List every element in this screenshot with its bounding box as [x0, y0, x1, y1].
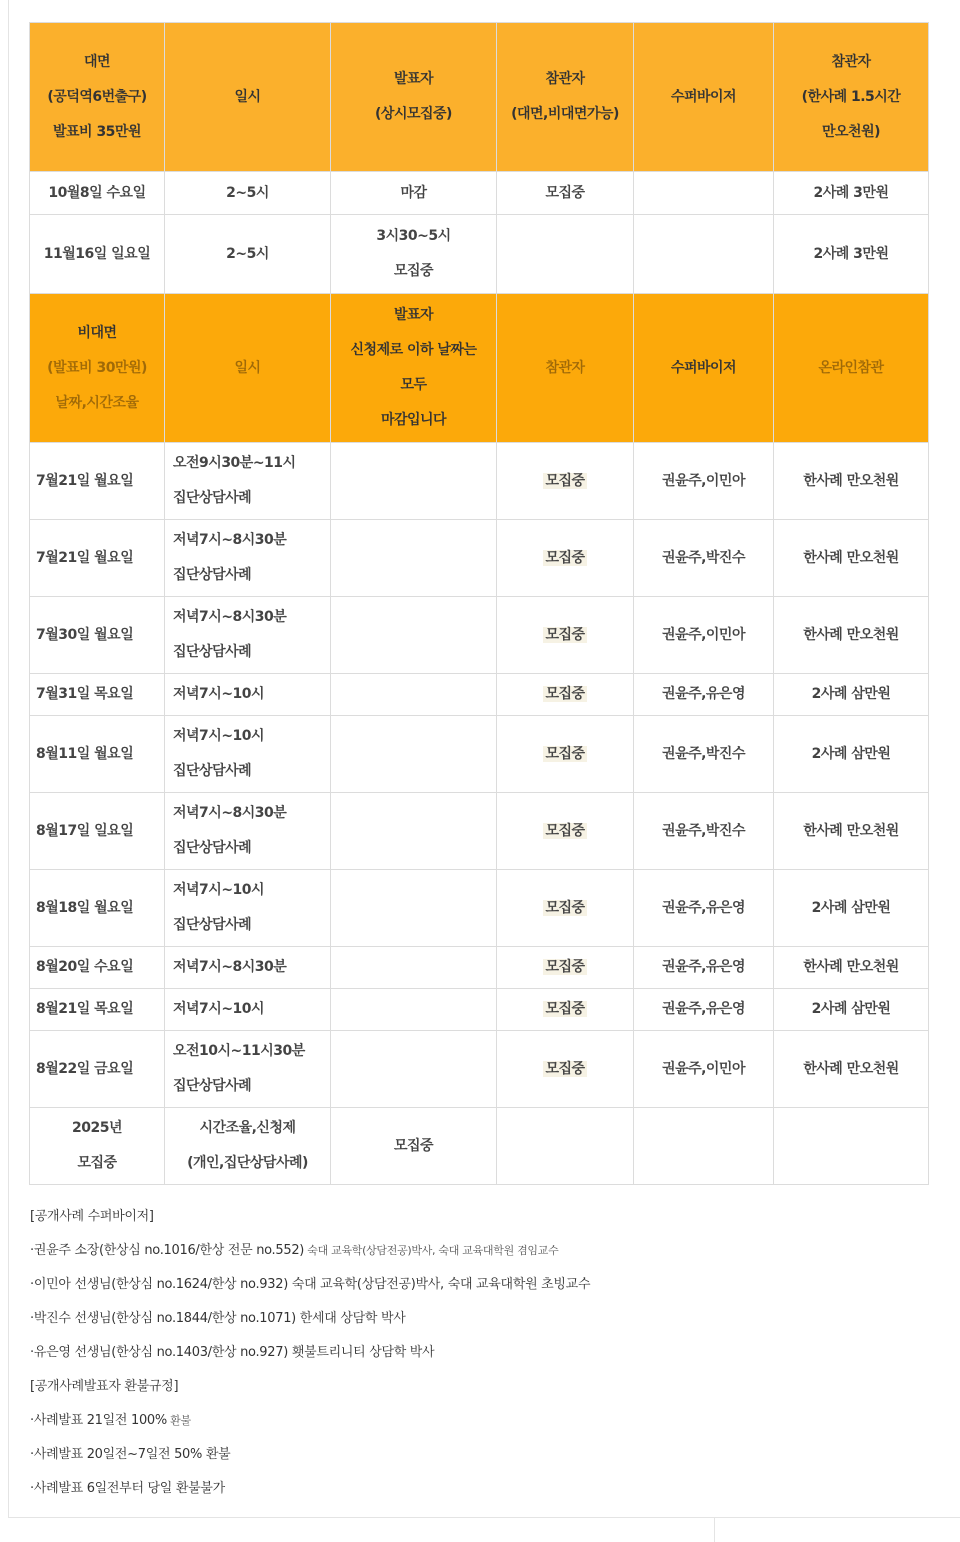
- refund-note: [30, 1438, 930, 1472]
- date-cell: 10월8일 수요일: [30, 172, 165, 215]
- observer-cell: [497, 716, 634, 793]
- fee-cell: 한사례 만오천원: [774, 1031, 929, 1108]
- presenter-line: 3시30~5시: [376, 228, 451, 244]
- fee-cell: 2사례 삼만원: [774, 674, 929, 716]
- table-row: [30, 1031, 929, 1108]
- date-cell: 7월21일 월요일: [30, 443, 165, 520]
- table-row: [30, 870, 929, 947]
- empty-cell: [497, 1108, 634, 1185]
- divider: [714, 1518, 715, 1542]
- status-badge: 모집중: [545, 959, 585, 975]
- header-line: 참관자: [545, 71, 585, 87]
- supervisor-cell: 권윤주,이민아: [634, 597, 774, 674]
- year-line: 모집중: [77, 1155, 117, 1171]
- time-cell: [165, 870, 331, 947]
- header-line: 발표자: [393, 71, 434, 87]
- status-badge: 모집중: [545, 472, 585, 489]
- presenter-cell: [331, 443, 497, 520]
- supervisor-cell: [634, 172, 774, 215]
- fee-cell: 2사례 삼만원: [774, 716, 929, 793]
- observer-fee-cell: 2사례 3만원: [774, 172, 929, 215]
- time-line: 오전10시~11시30분: [173, 1043, 305, 1059]
- date-cell: 8월11일 월요일: [30, 716, 165, 793]
- table-row: [30, 443, 929, 520]
- observer-cell: [497, 1031, 634, 1108]
- time-line: 시간조율,신청제: [199, 1120, 296, 1136]
- presenter-cell: [331, 1031, 497, 1108]
- time-line: 저녁7시~10시: [173, 1001, 265, 1017]
- supervisors-title: [공개사례 수퍼바이저]: [30, 1209, 154, 1224]
- time-line: 집단상담사례: [173, 567, 252, 583]
- time-cell: [165, 443, 331, 520]
- time-cell: [165, 716, 331, 793]
- offline-header-col4: [497, 23, 634, 172]
- online-header-row: [30, 294, 929, 443]
- offline-header-col2: 일시: [165, 23, 331, 172]
- time-line: (개인,집단상담사례): [187, 1155, 308, 1171]
- empty-cell: [774, 1108, 929, 1185]
- online-header-col5: 수퍼바이저: [634, 294, 774, 443]
- supervisor-cell: 권윤주,박진수: [634, 520, 774, 597]
- supervisor-note: [30, 1336, 930, 1370]
- status-badge: 모집중: [545, 626, 585, 643]
- presenter-cell: [331, 793, 497, 870]
- date-cell: 7월30일 월요일: [30, 597, 165, 674]
- offline-header-col5: 수퍼바이저: [634, 23, 774, 172]
- time-line: 집단상담사례: [173, 644, 252, 660]
- presenter-cell: [331, 520, 497, 597]
- observer-cell: [497, 947, 634, 989]
- header-line: (공덕역6번출구): [47, 88, 147, 105]
- observer-cell: [497, 989, 634, 1031]
- date-cell: 8월20일 수요일: [30, 947, 165, 989]
- observer-cell: [497, 793, 634, 870]
- presenter-cell: [331, 947, 497, 989]
- supervisor-note-text: ·이민아 선생님(한상심 no.1624/한상 no.932) 숙대 교육학(상담전공)박사, 숙대 교육대학원 초빙교수: [30, 1277, 591, 1292]
- online-header-col6: 온라인참관: [774, 294, 929, 443]
- time-cell: 2~5시: [165, 215, 331, 294]
- table-row: [30, 215, 929, 294]
- fee-cell: 한사례 만오천원: [774, 597, 929, 674]
- header-line: 신청제로 이하 날짜는: [350, 342, 477, 358]
- header-line: (한사례 1.5시간: [801, 88, 901, 105]
- fee-cell: 한사례 만오천원: [774, 520, 929, 597]
- observer-cell: [497, 674, 634, 716]
- header-line: 비대면: [77, 324, 117, 341]
- presenter-cell: 모집중: [331, 1108, 497, 1185]
- table-row: [30, 716, 929, 793]
- refund-note: [30, 1472, 930, 1506]
- date-cell: 11월16일 일요일: [30, 215, 165, 294]
- date-cell: 8월18일 월요일: [30, 870, 165, 947]
- time-line: 저녁7시~8시30분: [173, 805, 287, 821]
- offline-header-col3: [331, 23, 497, 172]
- time-cell: [165, 793, 331, 870]
- time-line: 집단상담사례: [173, 490, 252, 506]
- fee-cell: 2사례 삼만원: [774, 989, 929, 1031]
- supervisor-cell: 권윤주,유은영: [634, 947, 774, 989]
- refund-note-subtext: 환불: [166, 1414, 191, 1427]
- date-cell: 8월17일 일요일: [30, 793, 165, 870]
- time-line: 집단상담사례: [173, 1078, 252, 1094]
- fee-cell: 한사례 만오천원: [774, 947, 929, 989]
- header-line: (발표비 30만원): [47, 359, 147, 376]
- refund-note-text: ·사례발표 20일전~7일전 50% 환불: [30, 1447, 231, 1462]
- empty-cell: [634, 1108, 774, 1185]
- supervisor-note-text: ·유은영 선생님(한상심 no.1403/한상 no.927) 횃불트리니티 상담학 박사: [30, 1345, 435, 1360]
- presenter-cell: [331, 870, 497, 947]
- time-line: 집단상담사례: [173, 763, 252, 779]
- date-cell: 8월21일 목요일: [30, 989, 165, 1031]
- date-cell: 7월21일 월요일: [30, 520, 165, 597]
- supervisor-note: [30, 1268, 930, 1302]
- offline-header-row: [30, 23, 929, 172]
- date-cell: 8월22일 금요일: [30, 1031, 165, 1108]
- time-line: 저녁7시~10시: [173, 882, 265, 898]
- time-cell: 2~5시: [165, 172, 331, 215]
- refund-note-text: ·사례발표 6일전부터 당일 환불불가: [30, 1481, 225, 1496]
- time-cell: [165, 674, 331, 716]
- time-line: 저녁7시~10시: [173, 686, 265, 702]
- time-cell: [165, 1031, 331, 1108]
- presenter-cell: [331, 716, 497, 793]
- supervisor-cell: 권윤주,유은영: [634, 674, 774, 716]
- supervisor-note-text: ·박진수 선생님(한상심 no.1844/한상 no.1071) 한세대 상담학 박사: [30, 1311, 406, 1326]
- time-line: 저녁7시~8시30분: [173, 959, 287, 975]
- observer-fee-cell: 2사례 3만원: [774, 215, 929, 294]
- observer-cell: [497, 597, 634, 674]
- status-badge: 모집중: [545, 549, 585, 566]
- table-row: [30, 989, 929, 1031]
- online-header-col3: [331, 294, 497, 443]
- table-row: [30, 793, 929, 870]
- schedule-table: [29, 22, 929, 1185]
- time-cell: [165, 597, 331, 674]
- time-cell: [165, 520, 331, 597]
- supervisor-note-subtext: 숙대 교육학(상담전공)박사, 숙대 교육대학원 겸임교수: [304, 1244, 559, 1257]
- table-row: [30, 597, 929, 674]
- fee-cell: 2사례 삼만원: [774, 870, 929, 947]
- supervisor-cell: 권윤주,이민아: [634, 443, 774, 520]
- supervisor-note: [30, 1302, 930, 1336]
- presenter-cell: 마감: [331, 172, 497, 215]
- fee-cell: 한사례 만오천원: [774, 443, 929, 520]
- status-badge: 모집중: [545, 822, 585, 839]
- supervisor-cell: 권윤주,유은영: [634, 870, 774, 947]
- table-row: [30, 1108, 929, 1185]
- year-line: 2025년: [72, 1120, 122, 1136]
- header-line: 참관자: [831, 53, 871, 70]
- observer-cell: [497, 215, 634, 294]
- offline-header-col6: [774, 23, 929, 172]
- time-line: 오전9시30분~11시: [173, 455, 296, 471]
- notes-section: [30, 1200, 930, 1506]
- table-row: [30, 172, 929, 215]
- online-header-col2: 일시: [165, 294, 331, 443]
- time-line: 저녁7시~8시30분: [173, 532, 287, 548]
- time-cell: [165, 989, 331, 1031]
- fee-cell: 한사례 만오천원: [774, 793, 929, 870]
- offline-header-col1: [30, 23, 165, 172]
- table-row: [30, 520, 929, 597]
- presenter-cell: [331, 674, 497, 716]
- supervisor-note-text: ·권윤주 소장(한상심 no.1016/한상 전문 no.552): [30, 1243, 305, 1258]
- supervisor-cell: 권윤주,박진수: [634, 716, 774, 793]
- observer-cell: [497, 870, 634, 947]
- time-line: 저녁7시~10시: [173, 728, 265, 744]
- presenter-cell: [331, 989, 497, 1031]
- presenter-line: 모집중: [393, 263, 434, 279]
- header-line: (대면,비대면가능): [511, 106, 619, 122]
- status-badge: 모집중: [545, 1001, 585, 1017]
- time-line: 저녁7시~8시30분: [173, 609, 287, 625]
- header-line: 발표자: [393, 307, 434, 323]
- time-line: 집단상담사례: [173, 840, 252, 856]
- supervisor-cell: 권윤주,이민아: [634, 1031, 774, 1108]
- header-line: 마감입니다: [380, 412, 447, 428]
- status-badge: 모집중: [545, 1060, 585, 1077]
- supervisor-cell: 권윤주,유은영: [634, 989, 774, 1031]
- time-cell: [165, 947, 331, 989]
- observer-cell: [497, 520, 634, 597]
- refund-title: [공개사례발표자 환불규정]: [30, 1379, 179, 1394]
- header-line: 만오천원): [822, 123, 880, 140]
- date-cell: 7월31일 목요일: [30, 674, 165, 716]
- status-badge: 모집중: [545, 686, 585, 702]
- header-line: (상시모집중): [375, 106, 452, 122]
- header-line: 모두: [400, 377, 427, 393]
- supervisor-cell: [634, 215, 774, 294]
- presenter-cell: [331, 597, 497, 674]
- supervisor-note: [30, 1234, 930, 1268]
- time-line: 집단상담사례: [173, 917, 252, 933]
- presenter-cell: [331, 215, 497, 294]
- header-line: 대면: [83, 53, 111, 70]
- online-header-col1: [30, 294, 165, 443]
- year-cell: [30, 1108, 165, 1185]
- refund-note: [30, 1404, 930, 1438]
- time-cell: [165, 1108, 331, 1185]
- refund-note-text: ·사례발표 21일전 100%: [30, 1413, 167, 1428]
- observer-cell: [497, 443, 634, 520]
- table-row: [30, 674, 929, 716]
- observer-cell: 모집중: [497, 172, 634, 215]
- header-line: 발표비 35만원: [53, 123, 141, 140]
- status-badge: 모집중: [545, 745, 585, 762]
- supervisor-cell: 권윤주,박진수: [634, 793, 774, 870]
- table-row: [30, 947, 929, 989]
- header-line: 날짜,시간조율: [55, 394, 139, 411]
- online-header-col4: 참관자: [497, 294, 634, 443]
- status-badge: 모집중: [545, 899, 585, 916]
